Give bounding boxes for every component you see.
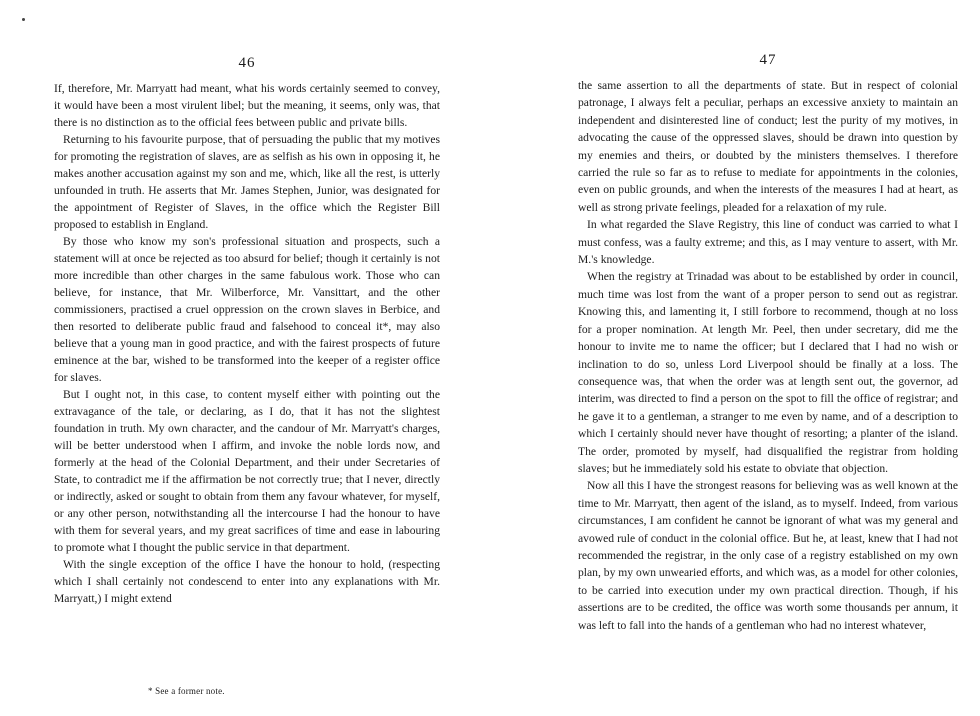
- paragraph: But I ought not, in this case, to content myself either with pointing out the extravagance of the tale, or declaring, as I do, that it has not the slightest foundation in truth. My own character, and the candour of Mr. Marryatt's charges, will be better understood when I affirm, and invoke the noble lords now, and formerly at the head of the Colonial Department, and their under Secretaries of State, to contradict me if the affirmation be not correctly true; that I never, directly or indirectly, asked or sought to obtain from them any favour whatever, for myself, or any other person, notwithstanding all the intercourse I had the honour to have with them for several years, and my great sacrifices of time and ease in labouring to promote what I thought the public service in that department.: [54, 388, 440, 554]
- page-number: 47: [759, 52, 777, 68]
- page-body: [54, 80, 440, 607]
- paragraph: If, therefore, Mr. Marryatt had meant, what his words certainly seemed to convey, it would have been a most virulent libel; but the meaning, it seems, only was, that there is no distinction as to the official fees between public and private bills.: [54, 82, 440, 129]
- paragraph: When the registry at Trinadad was about to be established by order in council, much time was lost from the want of a proper person to send out as registrar. Knowing this, and lamenting it, I still forbore to recommend, though at no loss for a proper nomination. At length Mr. Peel, then under secretary, did me the honour to invite me to name the officer; but I declared that I had no wish or inclination to do so, unless Lord Liverpool should be finally at a loss. The consequence was, that when the order was at length sent out, the governor, ad interim, was directed to find a person on the spot to fill the office of registrar; and he gave it to a gentleman, a stranger to me even by name, and of a description to which I certainly should never have thought of resorting; a planter of the island. The order, promoted by myself, had disqualified the registrar from holding slaves; but he immediately sold his estate to obviate that objection.: [578, 270, 958, 475]
- ink-speck: [22, 18, 25, 21]
- footnote: * See a former note.: [148, 686, 225, 696]
- paragraph: Returning to his favourite purpose, that of persuading the public that my motives for promoting the registration of slaves, are as selfish as his own in opposing it, he makes another accusation against my son and me, which, like all the rest, is utterly unfounded in truth. He asserts that Mr. James Stephen, Junior, was designated for the appointment of Register of Slaves, in the office which the Register Bill proposed to establish in England.: [54, 133, 440, 231]
- paragraph: By those who know my son's professional situation and prospects, such a statement will at once be rejected as too absurd for belief; though it certainly is not more incredible than other charges in the same fabulous work. Those who can believe, for instance, that Mr. Wilberforce, Mr. Vansittart, and the other commissioners, practised a cruel oppression on the crown slaves in Berbice, and then resorted to deliberate public fraud and falsehood to conceal it*, may also believe that a young man in good practice, and with the fairest prospects of future eminence at the bar, wished to be transformed into the keeper of a register office for slaves.: [54, 235, 440, 384]
- paragraph: Now all this I have the strongest reasons for believing was as well known at the time to Mr. Marryatt, then agent of the island, as to myself. Indeed, from various circumstances, I am confident he cannot be ignorant of what was my general and avowed rule of conduct in the colonial office. But he, at least, knew that I had not recommended the registrar, in the only case of a registry established on my own plan, by my own unwearied efforts, and which was, as a model for other colonies, to be carried into execution under my own practical direction. Though, if his assertions are to be credited, the office was worth some thousands per annum, it was left to fall into the hands of a gentleman who had no interest whatever,: [578, 479, 958, 632]
- paragraph: In what regarded the Slave Registry, this line of conduct was carried to what I must confess, was a faulty extreme; and this, as I may venture to assert, with Mr. M.'s knowledge.: [578, 218, 958, 267]
- page-number: 46: [238, 55, 256, 71]
- paragraph: With the single exception of the office I have the honour to hold, (respecting which I shall certainly not condescend to enter into any explanations with Mr. Marryatt,) I might extend: [54, 558, 440, 605]
- page-body: [578, 77, 958, 634]
- paragraph: the same assertion to all the departments of state. But in respect of colonial patronage, I always felt a peculiar, perhaps an excessive anxiety to maintain an independent and disinterested line of conduct; lest the purity of my motives, in advocating the cause of the oppressed slaves, should be drawn into question by my enemies and theirs, or doubted by the ministers themselves. I therefore carried the rule so far as to refuse to mediate for appointments in the colonies, even on public grounds, and when the interests of the measures I had at heart, as well as strong private feelings, pleaded for a relaxation of my rule.: [578, 79, 958, 214]
- right-page: [578, 0, 958, 716]
- left-page: [54, 0, 440, 716]
